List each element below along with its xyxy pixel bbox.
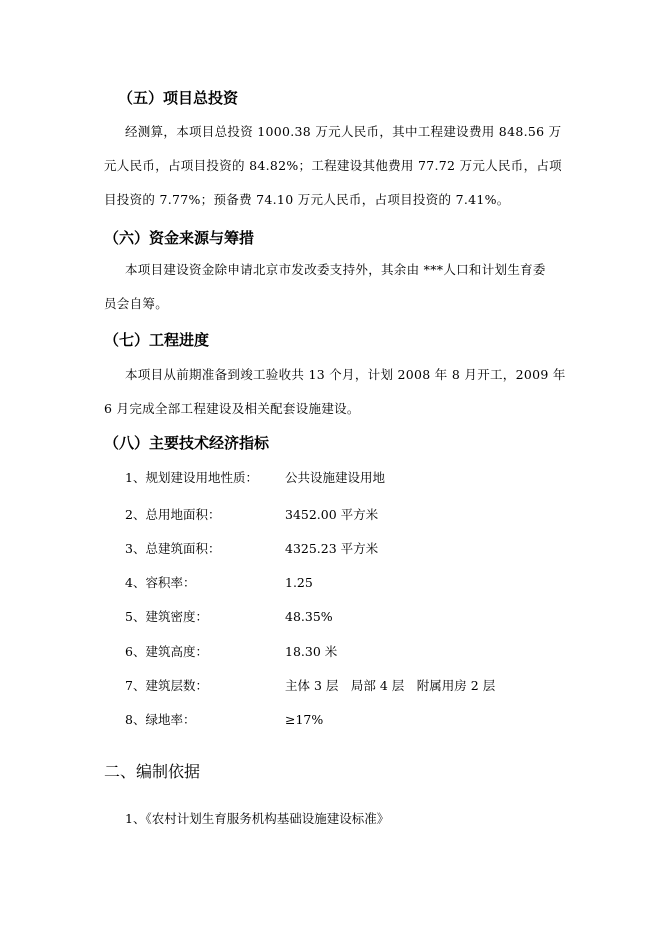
- paragraph-line: 目投资的 7.77%；预备费 74.10 万元人民币，占项目投资的 7.41%。: [104, 192, 510, 207]
- paragraph-line: 本项目建设资金除申请北京市发改委支持外，其余由 ***人口和计划生育委: [125, 262, 546, 277]
- indicator-value: 主体 3 层 局部 4 层 附属用房 2 层: [285, 678, 496, 693]
- indicator-value: 48.35%: [285, 609, 333, 624]
- paragraph-line: 元人民币，占项目投资的 84.82%；工程建设其他费用 77.72 万元人民币，占项: [104, 158, 562, 173]
- heading-indicators: （八）主要技术经济指标: [104, 434, 270, 452]
- indicator-value: 4325.23 平方米: [285, 541, 379, 556]
- paragraph-line: 6 月完成全部工程建设及相关配套设施建设。: [104, 401, 360, 416]
- indicator-label: 5、建筑密度：: [125, 609, 208, 624]
- indicator-label: 3、总建筑面积：: [125, 541, 221, 556]
- paragraph-schedule: [104, 358, 564, 426]
- indicator-value: 18.30 米: [285, 644, 338, 659]
- indicator-label: 1、规划建设用地性质：: [125, 470, 258, 485]
- paragraph-line: 员会自筹。: [104, 296, 169, 311]
- reference-item: 1、《农村计划生育服务机构基础设施建设标准》: [125, 811, 390, 826]
- heading-funding: （六）资金来源与筹措: [104, 229, 255, 247]
- paragraph-investment: [104, 115, 564, 217]
- indicator-value: 公共设施建设用地: [285, 470, 386, 485]
- indicator-label: 2、总用地面积：: [125, 507, 221, 522]
- paragraph-funding: [104, 253, 564, 321]
- chapter-title: 二、编制依据: [104, 762, 201, 781]
- indicator-label: 8、绿地率：: [125, 712, 196, 727]
- heading-investment: （五）项目总投资: [118, 89, 239, 107]
- paragraph-line: 本项目从前期准备到竣工验收共 13 个月，计划 2008 年 8 月开工，2009 年: [125, 367, 566, 382]
- paragraph-line: 经测算，本项目总投资 1000.38 万元人民币，其中工程建设费用 848.56 万: [125, 124, 562, 139]
- indicator-label: 7、建筑层数：: [125, 678, 208, 693]
- indicator-label: 4、容积率：: [125, 575, 196, 590]
- heading-schedule: （七）工程进度: [104, 331, 210, 349]
- indicator-value: 1.25: [285, 575, 313, 590]
- indicator-value: ≥17%: [285, 712, 324, 727]
- indicator-label: 6、建筑高度：: [125, 644, 208, 659]
- indicator-value: 3452.00 平方米: [285, 507, 379, 522]
